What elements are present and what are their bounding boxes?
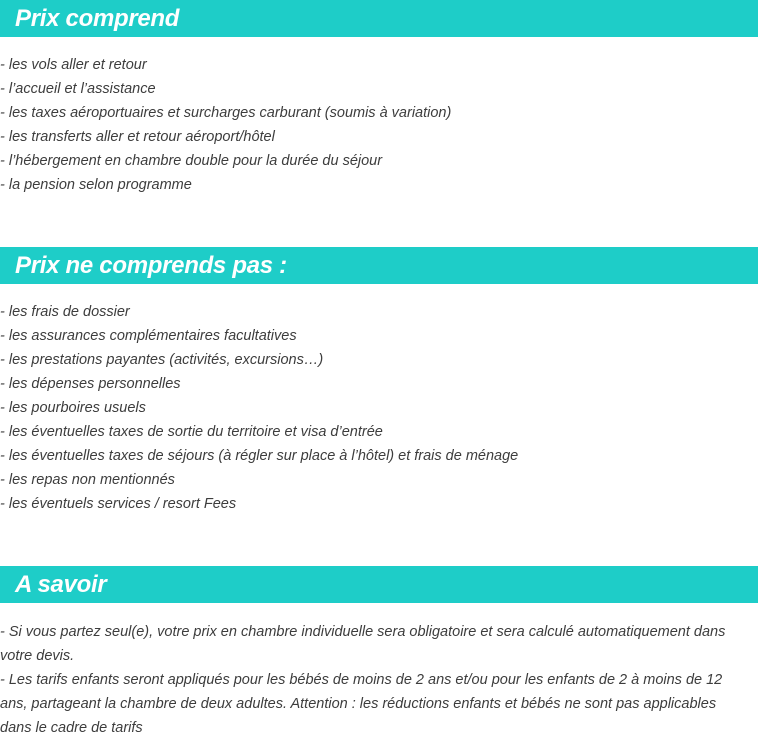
good-to-know-section [0,566,758,740]
price-excludes-list [0,300,758,516]
info-paragraph: - Les tarifs enfants seront appliqués pour les bébés de moins de 2 ans et/ou pour les enfants de 2 à moins de 12 ans, partageant la chambre de deux adultes. Attention : les réductions enfants et bébés ne sont pas applicables dans le cadre de tarifs [0,672,723,736]
list-item: - les dépenses personnelles [0,376,181,392]
list-item: - les éventuels services / resort Fees [0,496,237,512]
list-item: - les éventuelles taxes de sortie du territoire et visa d’entrée [0,424,383,440]
info-paragraph: - Si vous partez seul(e), votre prix en chambre individuelle sera obligatoire et sera calculé automatiquement dans votre devis. [0,624,726,664]
list-item: - les prestations payantes (activités, excursions…) [0,352,324,368]
list-item: - les transferts aller et retour aéroport/hôtel [0,129,275,145]
list-item: - les éventuelles taxes de séjours (à régler sur place à l’hôtel) et frais de ménage [0,448,519,464]
list-item: - les assurances complémentaires facultatives [0,328,297,344]
list-item: - l’hébergement en chambre double pour la durée du séjour [0,153,383,169]
list-item: - les vols aller et retour [0,57,147,73]
list-item: - les taxes aéroportuaires et surcharges carburant (soumis à variation) [0,105,452,121]
list-item: - les pourboires usuels [0,400,146,416]
list-item: - les repas non mentionnés [0,472,175,488]
list-item: - les frais de dossier [0,304,130,320]
price-excludes-section [0,247,758,516]
price-includes-section [0,0,758,197]
good-to-know-body [0,620,758,740]
price-excludes-heading: Prix ne comprends pas : [0,247,758,284]
price-includes-list [0,53,758,197]
price-includes-heading: Prix comprend [0,0,758,37]
list-item: - l’accueil et l’assistance [0,81,156,97]
good-to-know-heading: A savoir [0,566,758,603]
list-item: - la pension selon programme [0,177,192,193]
